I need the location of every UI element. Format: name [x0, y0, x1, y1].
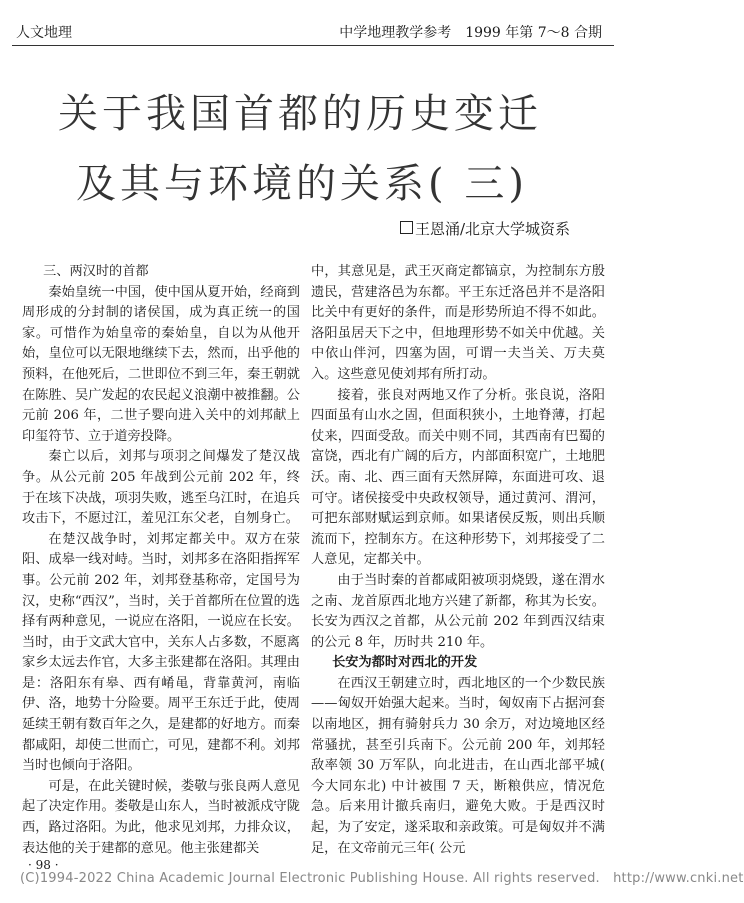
article-title-line-2: 及其与环境的关系( 三)	[76, 161, 528, 207]
section-heading: 三、两汉时的首都	[43, 264, 149, 279]
author-name: 王恩涌/北京大学城资系	[414, 220, 570, 238]
copyright-footer: (C)1994-2022 China Academic Journal Electronic Publishing House. All rights reserved. http://www.cnki.net	[20, 871, 744, 886]
left-column	[22, 262, 300, 859]
header-section-label: 人文地理	[16, 25, 72, 41]
author-byline	[400, 218, 570, 239]
paragraph: 由于当时秦的首都咸阳被项羽烧毁，遂在渭水之南、龙首原西北地方兴建了新都，称其为长安。长安为西汉之首都，从公元前 202 年到西汉结束的公元 8 年，历时共 210 年。	[311, 572, 605, 650]
article-title-line-1: 关于我国首都的历史变迁	[58, 91, 542, 137]
paragraph: 在楚汉战争时，刘邦定都关中。双方在荥阳、成皋一线对峙。当时，刘邦多在洛阳指挥军事。公元前 202 年，刘邦登基称帝，定国号为汉，史称“西汉”，当时，关于首都所在位置的选择有两种意见，一说应在洛阳，一说应在长安。当时，由于文武大官中，关东人占多数，不愿离家乡太远去作官，大多主张建都在洛阳。其理由是：洛阳东有皋、西有崤黾，背靠黄河，南临伊、洛，地势十分险要。周平王东迁于此，使周延续王朝有数百年之久，是建都的好地方。而秦都咸阳，却使二世而亡，可见，建都不利。刘邦当时也倾向于洛阳。	[22, 531, 300, 774]
header-journal-info: 中学地理教学参考 1999 年第 7～8 合期	[339, 25, 602, 41]
right-column	[311, 262, 605, 859]
header-rule	[12, 45, 614, 46]
paragraph: 秦始皇统一中国，使中国从夏开始，经商到周形成的分封制的诸侯国，成为真正统一的国家。可惜作为始皇帝的秦始皇，自以为从他开始，皇位可以无限地继续下去，然而，出乎他的预料，在他死后，二世即位不到三年，秦王朝就在陈胜、吴广发起的农民起义浪潮中被推翻。公元前 206 年，二世子婴向进入关中的刘邦献上印玺符节、立于道旁投降。	[22, 284, 300, 444]
subsection-heading: 长安为都时对西北的开发	[332, 655, 478, 671]
paragraph: 秦亡以后，刘邦与项羽之间爆发了楚汉战争。从公元前 205 年战到公元前 202 年，终于在垓下决战，项羽失败，逃至乌江时，在追兵攻击下，不愿过江，羞见江东父老，自刎身亡。	[22, 449, 300, 527]
paragraph: 在西汉王朝建立时，西北地区的一个少数民族——匈奴开始强大起来。当时，匈奴南下占据河套以南地区，拥有骑射兵力 30 余万，对边境地区经常骚扰，甚至引兵南下。公元前 200 年，刘邦轻敌率领 30 万军队，向北进击，在山西北部平城( 今大同东北) 中计被围 7 天，断粮供应，情况危急。后来用计撤兵南归，避免大败。于是西汉时起，为了安定，遂采取和亲政策。可是匈奴并不满足，在文帝前元三年( 公元	[311, 675, 605, 856]
paragraph: 接着，张良对两地又作了分析。张良说，洛阳四面虽有山水之固，但面积狭小，土地脊薄，打起仗来，四面受敌。而关中则不同，其西南有巴蜀的富饶，西北有广阔的后方，内部面积宽广，土地肥沃。南、北、西三面有天然屏障，东面进可攻、退可守。诸侯接受中央政权领导，通过黄河、渭河，可把东部财赋运到京师。如果诸侯反叛，则出兵顺流而下，控制东方。在这种形势下，刘邦接受了二人意见，定都关中。	[311, 387, 605, 568]
byline-square-icon	[400, 221, 413, 234]
paragraph: 可是，在此关键时候，娄敬与张良两人意见起了决定作用。娄敬是山东人，当时被派戍守陇西，路过洛阳。为此，他求见刘邦，力排众议，表达他的关于建都的意见。他主张建都关	[22, 778, 300, 856]
page-number: · 98 ·	[28, 858, 59, 872]
paragraph: 中，其意见是，武王灭商定都镐京，为控制东方殷遗民，营建洛邑为东都。平王东迁洛邑并不是洛阳比关中有更好的条件，而是形势所迫不得不如此。洛阳虽居天下之中，但地理形势不如关中优越。关中依山伴河，四塞为固，可谓一夫当关、万夫莫入。这些意见使刘邦有所打动。	[311, 264, 605, 382]
